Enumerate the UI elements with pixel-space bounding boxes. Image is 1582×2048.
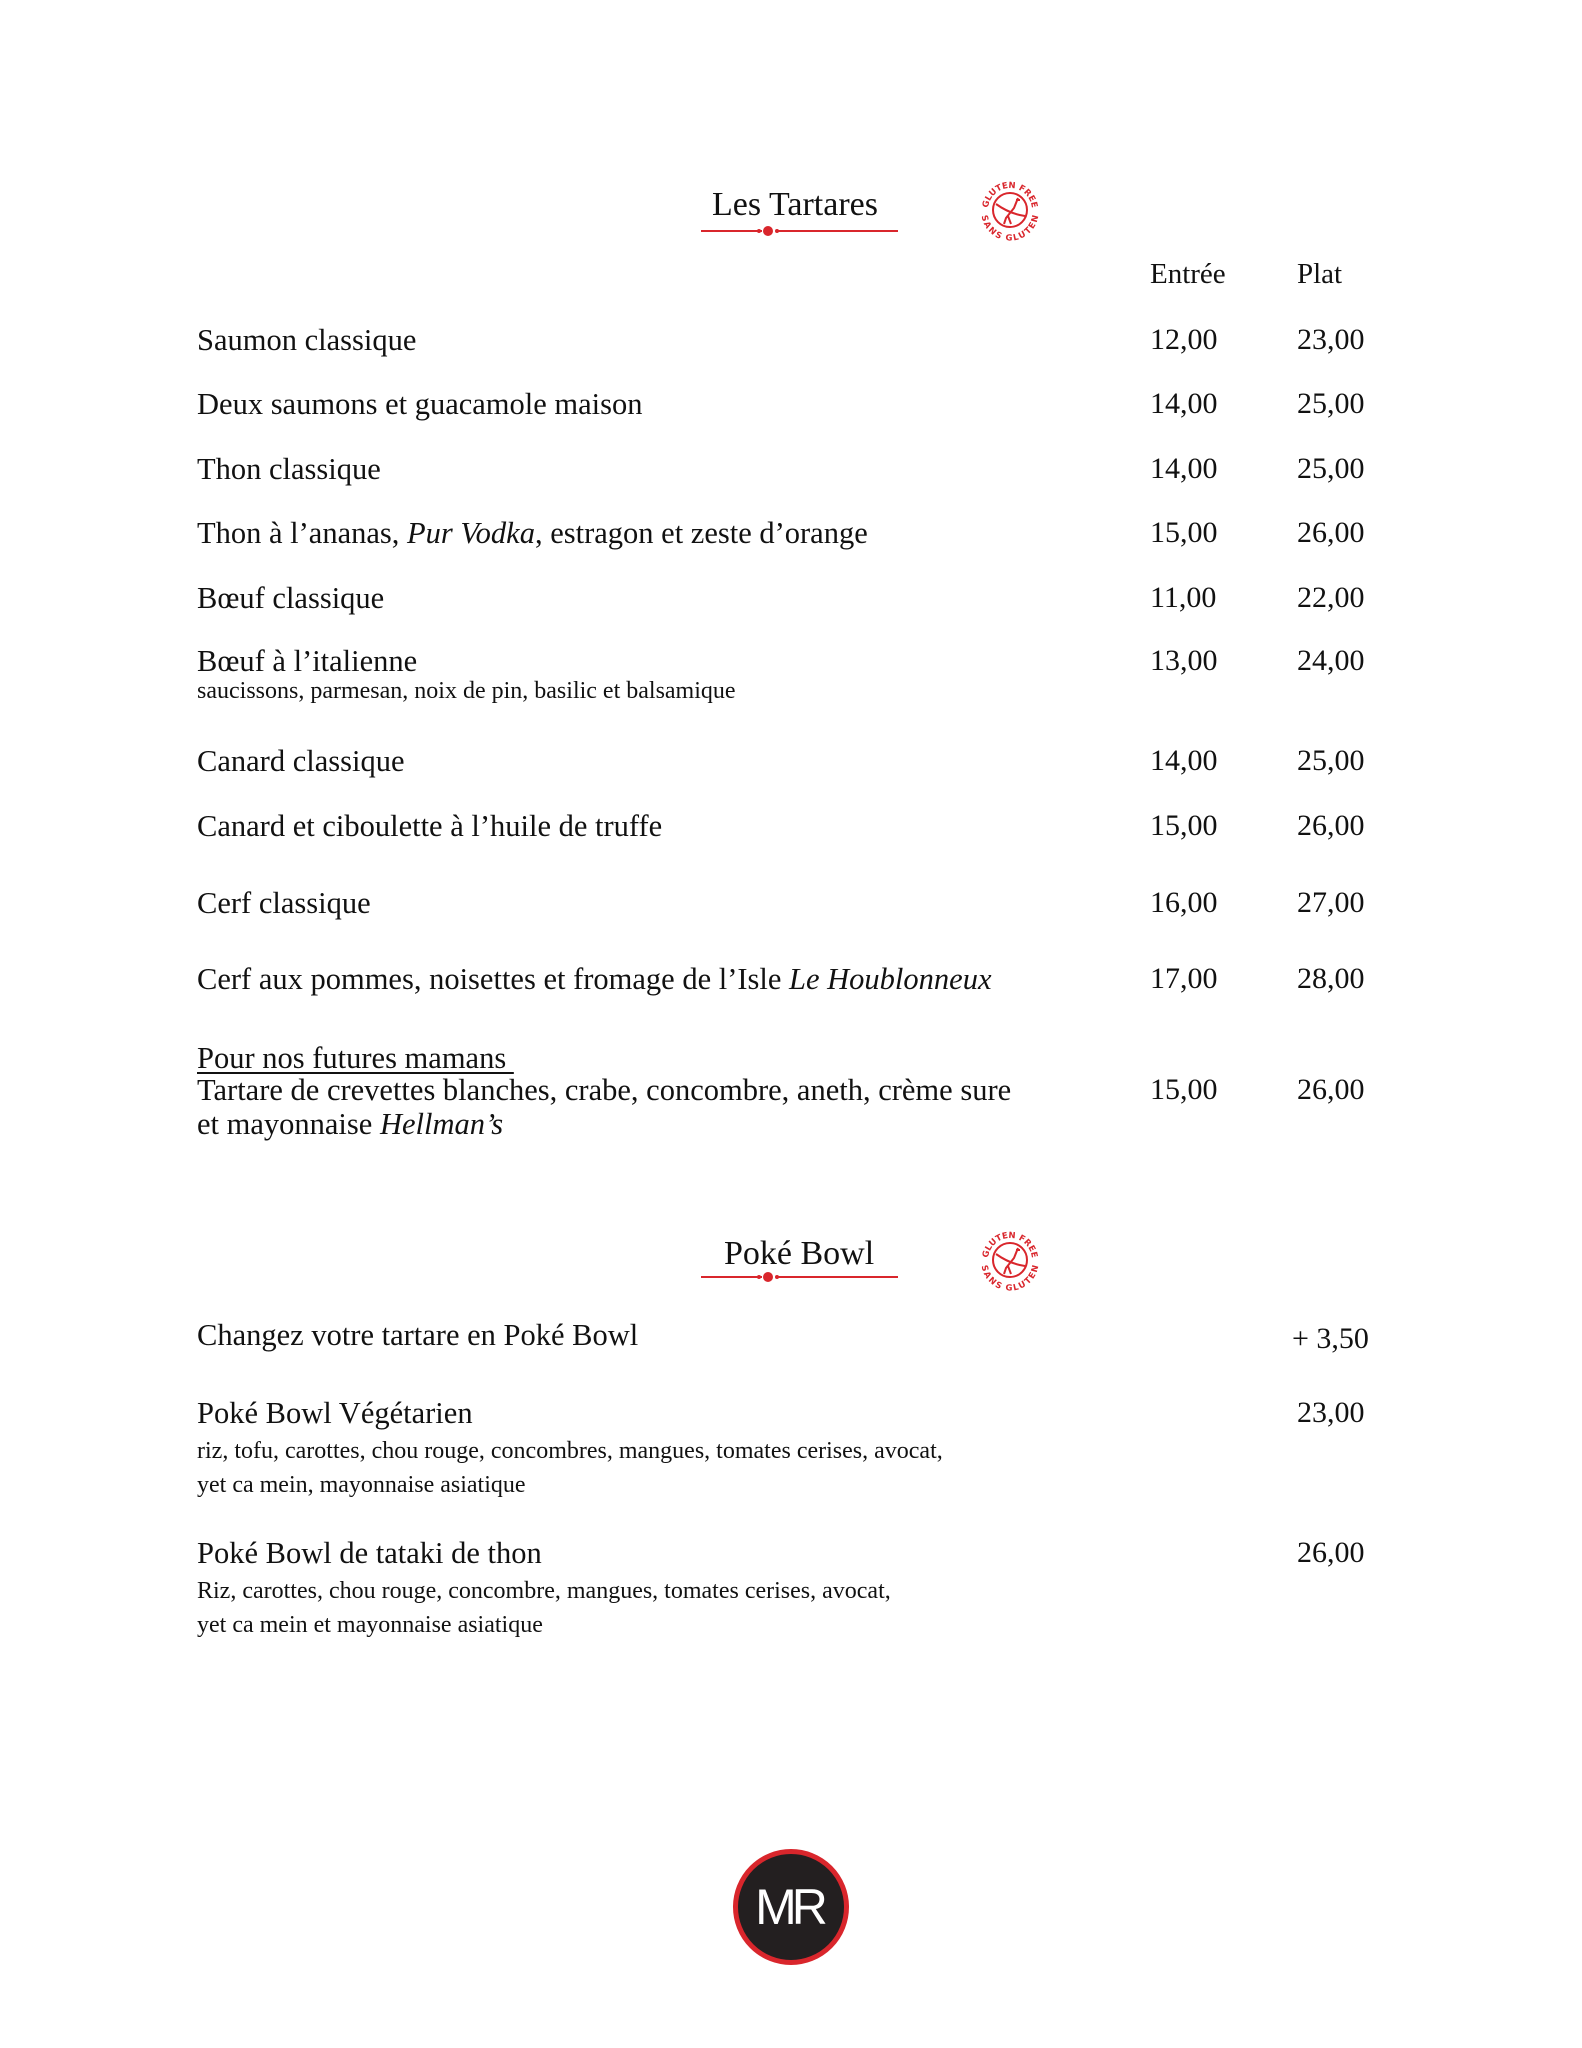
item-name: Cerf classique bbox=[197, 886, 371, 920]
item-description: yet ca mein et mayonnaise asiatique bbox=[197, 1612, 543, 1638]
item-name: Bœuf classique bbox=[197, 581, 385, 615]
price-entree: 11,00 bbox=[1150, 581, 1217, 614]
item-name-brand: Hellman’s bbox=[379, 1107, 504, 1141]
price-entree: 14,00 bbox=[1150, 452, 1218, 485]
item-name-continued bbox=[197, 1109, 503, 1140]
section-title-poke: Poké Bowl bbox=[724, 1235, 875, 1272]
item-description: yet ca mein, mayonnaise asiatique bbox=[197, 1472, 526, 1498]
gluten-free-badge-icon bbox=[978, 1228, 1042, 1292]
gluten-free-badge-icon bbox=[978, 178, 1042, 242]
item-name: Poké Bowl de tataki de thon bbox=[197, 1536, 542, 1570]
item-description: riz, tofu, carottes, chou rouge, concombres, mangues, tomates cerises, avocat, bbox=[197, 1438, 943, 1464]
item-name-part: et mayonnaise bbox=[197, 1107, 380, 1141]
column-header-plat: Plat bbox=[1297, 258, 1343, 290]
price-supplement: + 3,50 bbox=[1292, 1322, 1369, 1355]
price-plat: 26,00 bbox=[1297, 516, 1365, 549]
item-name: Bœuf à l’italienne bbox=[197, 644, 418, 678]
item-name: Tartare de crevettes blanches, crabe, concombre, aneth, crème sure bbox=[197, 1073, 1012, 1107]
price-entree: 14,00 bbox=[1150, 387, 1218, 420]
item-name-part: Thon à l’ananas, bbox=[197, 516, 408, 550]
item-description: Riz, carottes, chou rouge, concombre, mangues, tomates cerises, avocat, bbox=[197, 1578, 891, 1604]
svg-text:SANS GLUTEN: SANS GLUTEN bbox=[978, 1264, 1042, 1292]
price-plat: 25,00 bbox=[1297, 744, 1365, 777]
item-name: Saumon classique bbox=[197, 323, 417, 357]
item-name: Deux saumons et guacamole maison bbox=[197, 387, 643, 421]
item-name-part: Cerf aux pommes, noisettes et fromage de l’Isle bbox=[197, 962, 790, 996]
price-entree: 15,00 bbox=[1150, 516, 1218, 549]
price-entree: 14,00 bbox=[1150, 744, 1218, 777]
item-description: saucissons, parmesan, noix de pin, basilic et balsamique bbox=[197, 678, 736, 704]
price: 23,00 bbox=[1297, 1396, 1365, 1429]
item-name-part: , estragon et zeste d’orange bbox=[534, 516, 868, 550]
svg-text:SANS GLUTEN: SANS GLUTEN bbox=[978, 214, 1042, 242]
restaurant-logo bbox=[733, 1849, 849, 1965]
price-entree: 15,00 bbox=[1150, 1073, 1218, 1106]
item-name: Poké Bowl Végétarien bbox=[197, 1396, 473, 1430]
price: 26,00 bbox=[1297, 1536, 1365, 1569]
item-name bbox=[197, 518, 868, 549]
column-header-entree: Entrée bbox=[1150, 258, 1226, 290]
price-plat: 25,00 bbox=[1297, 387, 1365, 420]
price-entree: 12,00 bbox=[1150, 323, 1218, 356]
price-plat: 22,00 bbox=[1297, 581, 1365, 614]
item-name: Thon classique bbox=[197, 452, 381, 486]
svg-text:GLUTEN FREE: GLUTEN FREE bbox=[981, 180, 1039, 209]
price-entree: 16,00 bbox=[1150, 886, 1218, 919]
section-title-tartares: Les Tartares bbox=[712, 186, 878, 223]
item-name-brand: Le Houblonneux bbox=[789, 962, 992, 996]
price-plat: 24,00 bbox=[1297, 644, 1365, 677]
item-name: Canard et ciboulette à l’huile de truffe bbox=[197, 809, 663, 843]
item-name: Changez votre tartare en Poké Bowl bbox=[197, 1318, 639, 1352]
price-plat: 27,00 bbox=[1297, 886, 1365, 919]
svg-text:GLUTEN FREE: GLUTEN FREE bbox=[981, 1230, 1039, 1259]
item-name bbox=[197, 964, 991, 995]
price-entree: 17,00 bbox=[1150, 962, 1218, 995]
price-plat: 25,00 bbox=[1297, 452, 1365, 485]
price-entree: 15,00 bbox=[1150, 809, 1218, 842]
item-subheading: Pour nos futures mamans bbox=[197, 1041, 514, 1075]
price-plat: 26,00 bbox=[1297, 809, 1365, 842]
price-plat: 28,00 bbox=[1297, 962, 1365, 995]
item-name-brand: Pur Vodka bbox=[407, 516, 535, 550]
price-plat: 23,00 bbox=[1297, 323, 1365, 356]
price-entree: 13,00 bbox=[1150, 644, 1218, 677]
logo-text: MR bbox=[755, 1879, 823, 1935]
item-name: Canard classique bbox=[197, 744, 405, 778]
price-plat: 26,00 bbox=[1297, 1073, 1365, 1106]
